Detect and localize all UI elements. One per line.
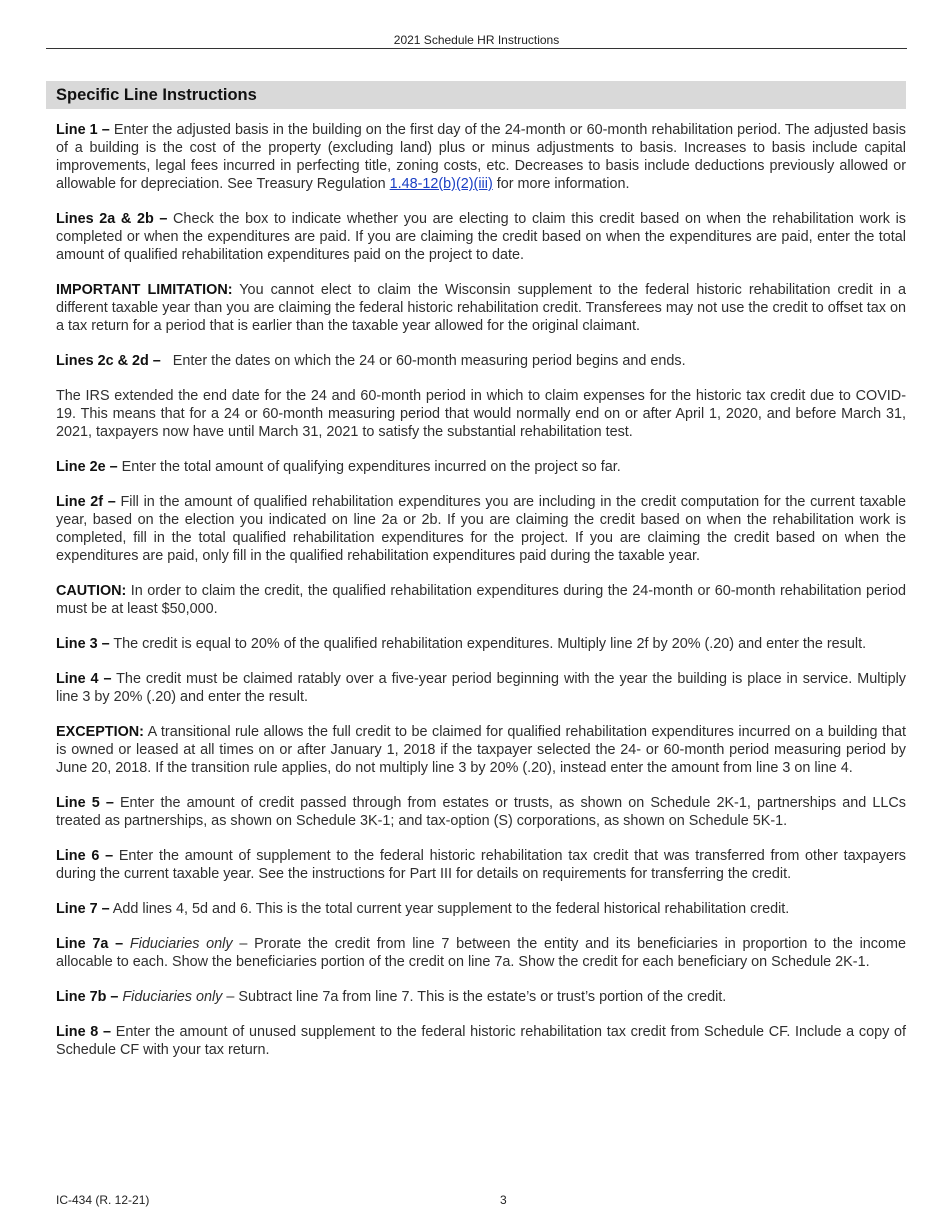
- paragraph-text: Enter the adjusted basis in the building on the first day of the 24-month or 60-month rehabilitation period. The adjusted basis of a building is the cost of the property (excluding land) plus or minus adjustments to basis. Increases to basis include capital improvements, legal fees incurred in perfecting title, zoning costs, etc. Decreases to basis include deductions previously allowed or allowable for depreciation. See Treasury Regulation: [56, 122, 906, 192]
- paragraph-text: Fill in the amount of qualified rehabilitation expenditures you are including in the credit computation for the current taxable year, based on the election you indicated on line 2a or 2b. If you are claiming the credit based on when the rehabilitation work is completed, fill in the total qualified rehabilitation expenditures for the project. If you are claiming the credit based on when the expenditures are paid, only fill in the qualified rehabilitation expenditures paid during the taxable year.: [56, 494, 906, 564]
- paragraph-label: EXCEPTION:: [56, 724, 144, 740]
- paragraph-text: Add lines 4, 5d and 6. This is the total current year supplement to the federal historical rehabilitation credit.: [109, 901, 790, 917]
- paragraph-text: Enter the total amount of qualifying expenditures incurred on the project so far.: [117, 459, 621, 475]
- paragraph-exception: [56, 723, 906, 777]
- paragraph-line-8: [56, 1023, 906, 1059]
- paragraph-text: Enter the dates on which the 24 or 60-month measuring period begins and ends.: [160, 353, 686, 369]
- paragraph-line-7b: [56, 988, 906, 1006]
- paragraph-line-6: [56, 847, 906, 883]
- header-divider: [46, 48, 907, 49]
- paragraph-label: Lines 2a & 2b –: [56, 211, 168, 227]
- paragraph-line-2e: [56, 458, 906, 476]
- paragraph-text: The credit must be claimed ratably over a five-year period beginning with the year the building is place in service. Multiply line 3 by 20% (.20) and enter the result.: [56, 671, 906, 705]
- paragraph-text: The IRS extended the end date for the 24 and 60-month period in which to claim expenses for the historic tax credit due to COVID-19. This means that for a 24 or 60-month measuring period that would normally end on or after April 1, 2020, and before March 31, 2021, taxpayers now have until March 31, 2021 to satisfy the substantial rehabilitation test.: [56, 388, 906, 440]
- paragraph-label: IMPORTANT LIMITATION:: [56, 282, 233, 298]
- paragraph-text: Enter the amount of credit passed through from estates or trusts, as shown on Schedule 2K-1, partnerships and LLCs treated as partnerships, as shown on Schedule 3K-1; and tax-option (S) corporations, as shown on Schedule 5K-1.: [56, 795, 906, 829]
- paragraph-text: – Prorate the credit from line 7 between the entity and its beneficiaries in proportion to the income allocable to each. Show the beneficiaries portion of the credit on line 7a. Show the credit for each beneficiary on Schedule 2K-1.: [56, 936, 906, 970]
- paragraph-label: Lines 2c & 2d –: [56, 353, 161, 369]
- paragraph-line-1: [56, 121, 906, 193]
- paragraph-caution: [56, 582, 906, 618]
- paragraph-important-limitation: [56, 281, 906, 335]
- paragraph-label: Line 7 –: [56, 901, 110, 917]
- paragraph-label: Line 2e –: [56, 459, 118, 475]
- paragraph-text: for more information.: [492, 176, 630, 192]
- paragraph-text: The credit is equal to 20% of the qualified rehabilitation expenditures. Multiply line 2f by 20% (.20) and enter the result.: [109, 636, 867, 652]
- paragraph-line-2f: [56, 493, 906, 565]
- paragraph-line-5: [56, 794, 906, 830]
- paragraph-lines-2a-2b: [56, 210, 906, 264]
- treasury-regulation-link[interactable]: 1.48-12(b)(2)(iii): [389, 176, 493, 192]
- paragraph-lines-2c-2d: [56, 352, 906, 370]
- paragraph-text: Check the box to indicate whether you are electing to claim this credit based on when the rehabilitation work is completed or when the expenditures are paid. If you are claiming the credit based on when the expenditures are paid, enter the total amount of qualified rehabilitation expenditures paid on the project to date.: [56, 211, 906, 263]
- paragraph-line-7: [56, 900, 906, 918]
- instructions-body: [56, 121, 906, 1076]
- paragraph-line-3: [56, 635, 906, 653]
- paragraph-text: Enter the amount of unused supplement to the federal historic rehabilitation tax credit from Schedule CF. Include a copy of Schedule CF with your tax return.: [56, 1024, 906, 1058]
- paragraph-label: Line 2f –: [56, 494, 116, 510]
- paragraph-text: Enter the amount of supplement to the federal historic rehabilitation tax credit that was transferred from other taxpayers during the current taxable year. See the instructions for Part III for details on requirements for transferring the credit.: [56, 848, 906, 882]
- paragraph-irs-extension: [56, 387, 906, 441]
- paragraph-text: A transitional rule allows the full credit to be claimed for qualified rehabilitation expenditures incurred on a building that is owned or leased at all times on or after January 1, 2018 if the taxpayer selected the 24- or 60-month period measuring period by June 20, 2018. If the transition rule applies, do not multiply line 3 by 20% (.20), instead enter the amount from line 3 on line 4.: [56, 724, 906, 776]
- paragraph-line-4: [56, 670, 906, 706]
- paragraph-text: In order to claim the credit, the qualified rehabilitation expenditures during the 24-month or 60-month rehabilitation period must be at least $50,000.: [56, 583, 906, 617]
- section-title: Specific Line Instructions: [56, 86, 257, 104]
- paragraph-text: – Subtract line 7a from line 7. This is the estate’s or trust’s portion of the credit.: [222, 989, 727, 1005]
- paragraph-text: You cannot elect to claim the Wisconsin supplement to the federal historic rehabilitation credit in a different taxable year than you are claiming the federal historic rehabilitation credit. Transferees may not use the credit to offset tax on a tax return for a period that is earlier than the taxable year allowed for the original claimant.: [56, 282, 906, 334]
- paragraph-label: Line 1 –: [56, 122, 110, 138]
- paragraph-italic: Fiduciaries only: [122, 989, 223, 1005]
- paragraph-label: Line 5 –: [56, 795, 114, 811]
- paragraph-label: Line 7a –: [56, 936, 124, 952]
- page-number: 3: [500, 1193, 507, 1207]
- paragraph-label: CAUTION:: [56, 583, 127, 599]
- paragraph-label: Line 8 –: [56, 1024, 112, 1040]
- paragraph-label: Line 3 –: [56, 636, 110, 652]
- section-heading-bar: [46, 81, 906, 109]
- paragraph-label: Line 6 –: [56, 848, 114, 864]
- paragraph-italic: Fiduciaries only: [129, 936, 233, 952]
- page-header: 2021 Schedule HR Instructions: [393, 33, 560, 47]
- paragraph-label: Line 7b –: [56, 989, 119, 1005]
- paragraph-line-7a: [56, 935, 906, 971]
- paragraph-label: Line 4 –: [56, 671, 112, 687]
- form-id: IC-434 (R. 12-21): [56, 1193, 150, 1207]
